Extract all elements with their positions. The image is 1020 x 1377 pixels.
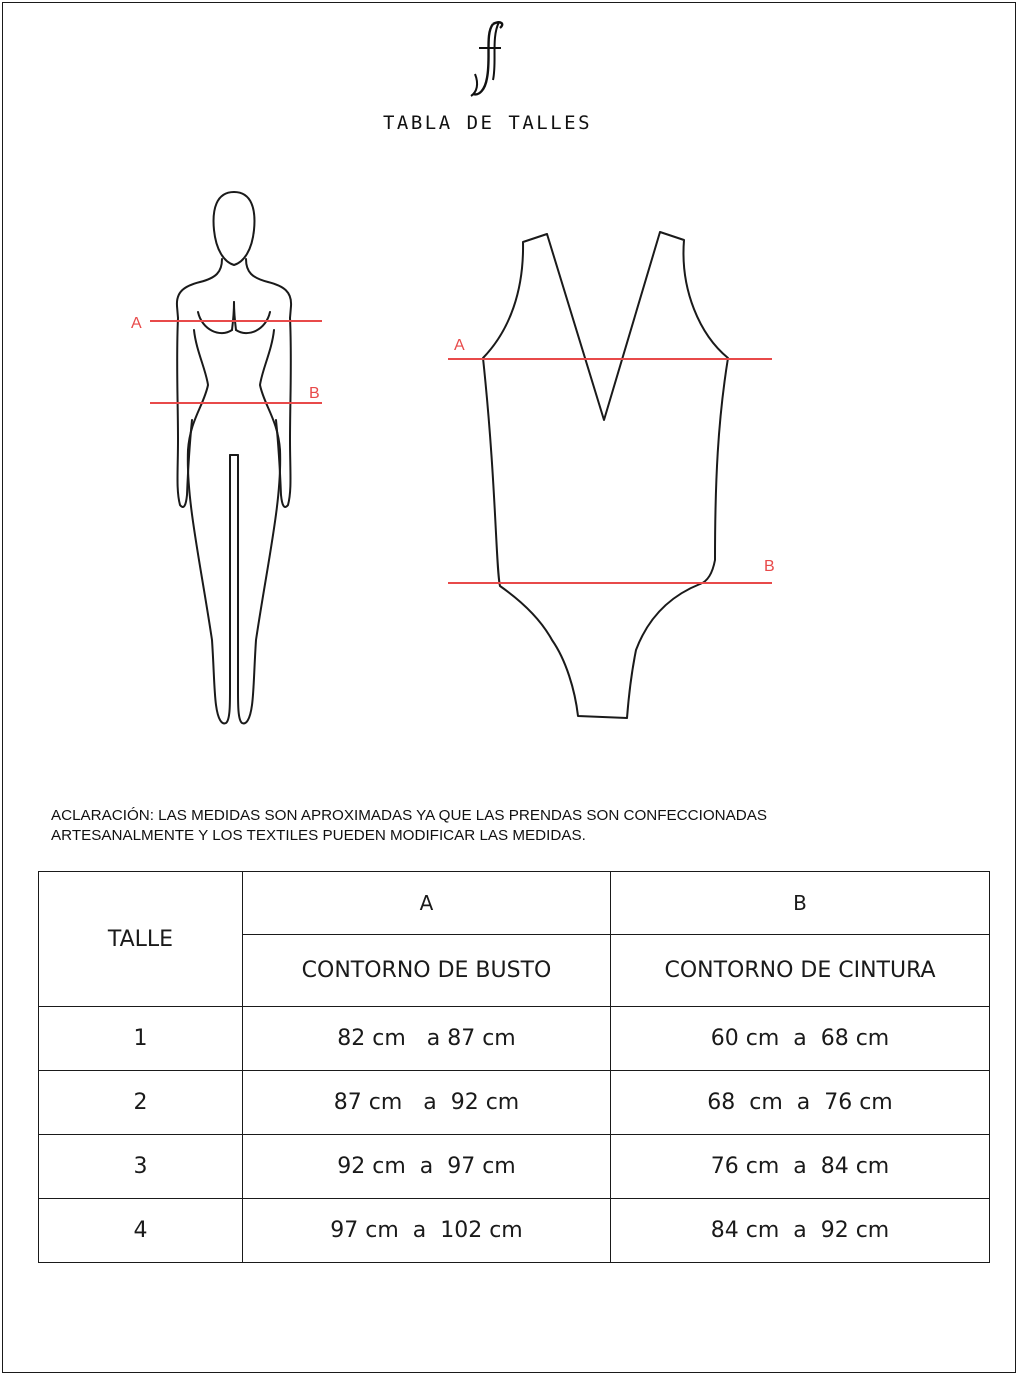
bodysuit-label-a: A xyxy=(454,337,465,354)
header-bust: CONTORNO DE BUSTO xyxy=(243,935,611,1007)
header-col-a: A xyxy=(243,872,611,935)
cell-bust: 92 cm a 97 cm xyxy=(243,1135,611,1199)
cell-talle: 3 xyxy=(39,1135,243,1199)
note-line-1: ACLARACIÓN: LAS MEDIDAS SON APROXIMADAS YA QUE LAS PRENDAS SON CONFECCIONADAS xyxy=(51,807,767,824)
page-title: TABLA DE TALLES xyxy=(382,112,593,134)
cell-waist: 68 cm a 76 cm xyxy=(611,1071,990,1135)
cell-bust: 87 cm a 92 cm xyxy=(243,1071,611,1135)
cell-talle: 1 xyxy=(39,1007,243,1071)
body-label-b: B xyxy=(309,385,320,402)
cell-bust: 82 cm a 87 cm xyxy=(243,1007,611,1071)
body-figure-measure-lines xyxy=(150,321,322,403)
cell-bust: 97 cm a 102 cm xyxy=(243,1199,611,1263)
table-row xyxy=(39,1199,990,1263)
header-col-b: B xyxy=(611,872,990,935)
body-label-a: A xyxy=(131,315,142,332)
bodysuit-label-b: B xyxy=(764,558,775,575)
cell-talle: 4 xyxy=(39,1199,243,1263)
bodysuit-diagram xyxy=(483,232,728,718)
cell-talle: 2 xyxy=(39,1071,243,1135)
body-figure-diagram xyxy=(177,192,291,723)
table-row xyxy=(39,1007,990,1071)
table-row xyxy=(39,1135,990,1199)
size-table xyxy=(38,871,990,1263)
disclaimer-note xyxy=(51,806,911,846)
cell-waist: 60 cm a 68 cm xyxy=(611,1007,990,1071)
header-waist: CONTORNO DE CINTURA xyxy=(611,935,990,1007)
header-talle: TALLE xyxy=(39,872,243,1007)
cell-waist: 84 cm a 92 cm xyxy=(611,1199,990,1263)
table-row xyxy=(39,1071,990,1135)
table-header-row xyxy=(39,872,990,935)
cell-waist: 76 cm a 84 cm xyxy=(611,1135,990,1199)
note-line-2: ARTESANALMENTE Y LOS TEXTILES PUEDEN MODIFICAR LAS MEDIDAS. xyxy=(51,827,586,844)
